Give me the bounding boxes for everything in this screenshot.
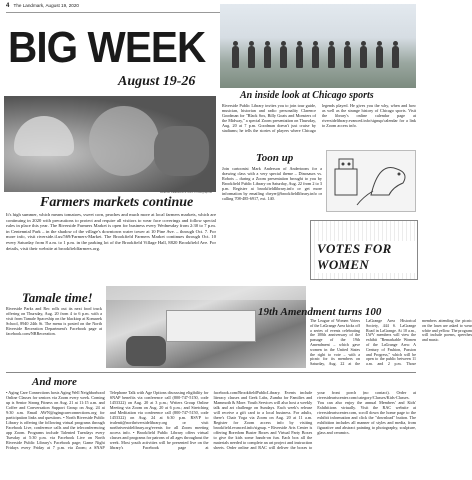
amendment-title: 19th Amendment turns 100 — [258, 306, 382, 318]
toon-title: Toon up — [256, 152, 294, 164]
tamale-body: Riverside Parks and Rec rolls out its next food truck offering on Thursday, Aug. 20 from 4 to 6 p.m. with a visit from Tamale Spaceship on the blacktop at Komarek School, 8940 24th St. The menu is posted on the North Riverside Recreation Department's Facebook page at facebook.com/NRRecreation. — [6, 306, 102, 336]
photo-credit: BLEND KEEGAN/STAFF Photographer — [160, 190, 213, 194]
chicago-body: Riverside Public Library invites you to join tour guide, musician, historian and radio personality Clarence Goodman for "Black Sox, Billy Goats and Monsters of the Midway," a special Zoom presentation on Thursday, Aug. 20 at 7 p.m. Goodman doesn't just cruise by stadiums; he tells the stories of players where Chicago legends played. He gives you the why, when and how as well as the strange history of Chicago sports. Visit the library's online calendar page at riversidelibrary.evanced.info/signup/calendar for a link to Zoom access info. — [222, 103, 416, 133]
votes-for-women-banner — [310, 220, 418, 280]
page-number: 4 — [6, 3, 10, 9]
farmers-body: It's high summer, which means tomatoes, sweet corn, peaches and much more at local farmers markets, which are continuing in 2020 with precautions to protect and require all visitors to wear face coverings and follow special rules in place this year. The Riverside Farmers Market is open for business every Wednesday from 2:30 to 7 p.m. in Centennial Park – in the shadow of the village's downtown water tower at 10 Pine Ave. – through Oct. 7. For more info, visit riverside.il.us/569/Farmers-Market. The Brookfield Farmers Market continues through Oct. 10 every Saturday from 8 a.m. to 1 p.m. in the parking lot of the Brookfield Village Hall, 8820 Brookfield Ave. For details, visit their website at brookfieldfarmers.org. — [6, 212, 216, 251]
toon-body: Join cartoonist Mark Anderson of Andertoons for a drawing class with a very special theme – Dinosaurs vs. Robots – during a Zoom presentation brought to you by Brookfield Public Library on Saturday, Aug. 22 from 2 to 3 p.m. Register at brookfieldlibrary.info or get more information by emailing cbeyer@brookfieldlibrary.info or calling 708-485-6917, ext. 140. — [222, 166, 322, 201]
dino-robot-icon — [327, 151, 417, 213]
and-more-title: And more — [32, 376, 77, 388]
issue-dates: August 19-26 — [118, 74, 196, 89]
food-truck-photo — [106, 286, 306, 368]
section-divider — [6, 372, 416, 373]
farmers-title: Farmers markets continue — [40, 195, 194, 210]
paper-dateline: The Landmark, August 19, 2020 — [13, 3, 79, 8]
dinosaur-robot-illustration — [326, 150, 416, 212]
chicago-title: An inside look at Chicago sports — [240, 90, 374, 101]
and-more-body: • Aging Care Connections hosts Aging Well Neighborhood Online Classes for seniors via Zoom every week. Coming up is Senior Strong Fitness on Aug. 21 at 11:15 a.m. and Coffee and Conversation Support Group on Aug. 24 at 9:30 a.m. Email AWN@agingcareconnections.org for participation links and questions. • North Riverside Public Library is offering the following virtual programs through Facebook Live, conference calls and the teleconferencing app Zoom. Programs include Talented Tuesdays every Tuesday at 5:30 p.m. via Facebook Live on North Riverside Public Library's Facebook page; Game Night Fridays every Friday at 7 p.m. via Zoom; a SNAP Telephone Talk with Age Options discussing eligibility for SNAP benefits via conference call (800-747-5150, code 1453322) on Aug. 20 at 3 p.m.; Writers Group Online Meeting via Zoom on Aug. 20 at 6 p.m.; and Stretching and Meditation via conference call (800-747-5150, code 1453322) on Aug. 24 at 6:30 p.m. RSVP to tvalenti@northriversidelibrary.org or visit northriversidelibrary.org/events for all Zoom meeting access info. • Brookfield Public Library offers virtual classes and programs for patrons of all ages throughout the week. Most youth activities will be presented live on the library's Facebook page at facebook.com/BrookfieldPublicLibrary. Events include literacy classes and Geek Labs, Zumba for Families and Mammoth & More. Youth Services will also host a weekly talk and art challenge on Sundays. Each week's release will receive a gift card to a local business. For adults, there's Chair Yoga via Zoom on Aug. 20 at 11 a.m. Register for Zoom access info by visiting brookfield.evanced.info/signup. • Riverside Arts Center is offering Boredom Buster Boxes and Virtual Party Boxes to give the kids some hands-on fun. Each box all the materials needed to complete an art project and instruction sheets. Order online and RAC will deliver the boxes to your front porch (no contact). Order at riversideartscenter.com/category/Classes/Kids-Classes. You can also enjoy the annual Members' and Kids' Exhibitions virtually. Visit the RAC website at riversideartscenter.com, scroll down the home page to the exhibit information and click the "download" button. The exhibition includes all manner of styles and media, from figurative and abstract painting to photography, sculpture, glass and ceramics. — [6, 390, 416, 450]
chicago-sports-photo — [220, 4, 416, 88]
farmers-market-photo — [4, 96, 216, 192]
tamale-title: Tamale time! — [22, 290, 93, 305]
amendment-body: The League of Women Voters of the LaGrange Area kicks off a series of events celebrating the 100th anniversary of the passage of the 19th Amendment – which gave women in the United States the right to vote – with a picnic for its members on Saturday, Aug. 22 at the LaGrange Area Historical Society, 444 S. LaGrange Road in LaGrange. At 10 a.m., LWV members will view the exhibit "Remarkable Women of the LaGrange Area: A Century of Fashion, Passion and Progress," which will be open to the public between 11 a.m. and 2 p.m. Those members attending the picnic on the lawn are asked to wear white and yellow. The program will include poems, speeches and music. — [310, 318, 472, 367]
page-title: BIG WEEK — [8, 23, 206, 72]
votes-for-women-title: VOTES FOR WOMEN — [315, 241, 417, 273]
